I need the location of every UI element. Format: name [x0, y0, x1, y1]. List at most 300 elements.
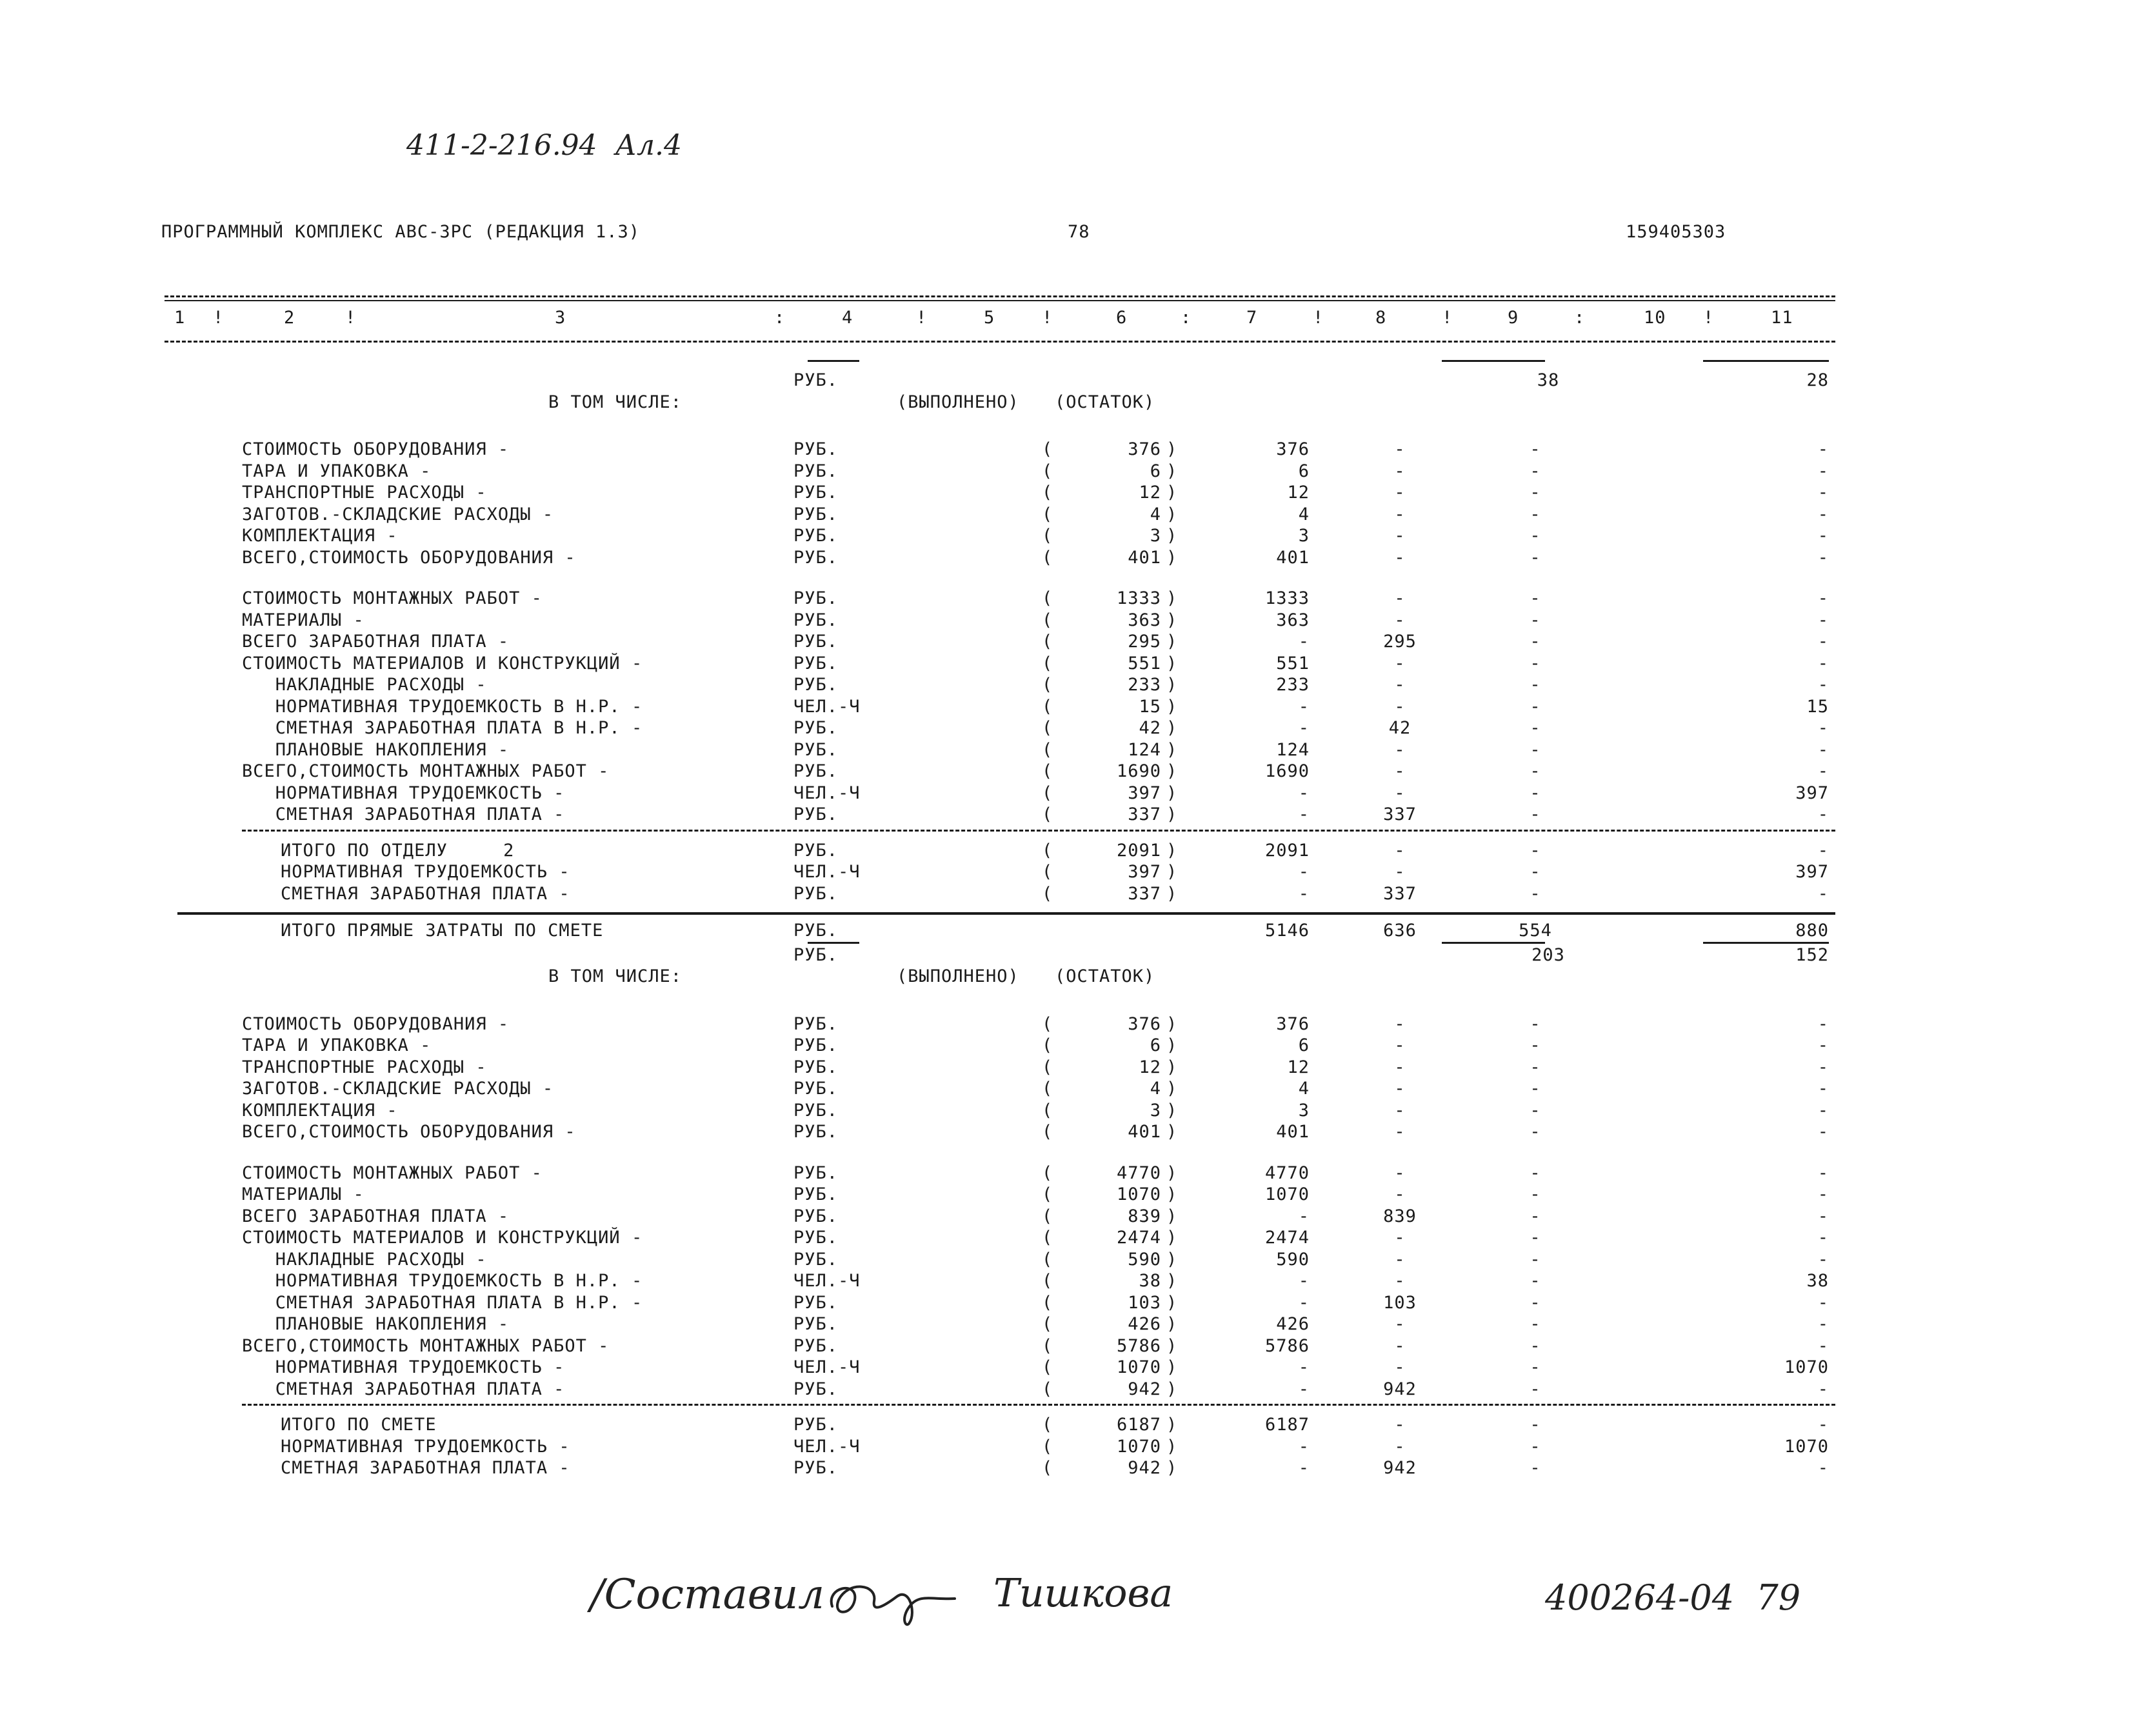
paren-open: (: [1042, 1184, 1053, 1204]
paren-close: ): [1166, 696, 1178, 717]
paren-close: ): [1166, 653, 1178, 673]
paren-close: ): [1166, 783, 1178, 803]
row-unit: РУБ.: [793, 718, 839, 738]
value-col9: -: [1530, 461, 1541, 481]
value-col8: -: [1394, 1122, 1406, 1142]
paren-open: (: [1042, 1228, 1053, 1248]
column-separator: :: [1574, 308, 1586, 328]
section-col9: 38: [1537, 370, 1560, 390]
including-label: В ТОМ ЧИСЛЕ:: [548, 966, 683, 986]
row-label: ВСЕГО,СТОИМОСТЬ ОБОРУДОВАНИЯ -: [242, 1122, 576, 1142]
value-col7: 1070: [1264, 1184, 1310, 1204]
paren-close: ): [1166, 1436, 1178, 1457]
paren-close: ): [1166, 526, 1178, 546]
value-col11: -: [1817, 461, 1829, 481]
paren-open: (: [1042, 461, 1053, 481]
paren-close: ): [1166, 461, 1178, 481]
value-col11: -: [1817, 1415, 1829, 1435]
paren-open: (: [1042, 1292, 1053, 1313]
column-separator: !: [1703, 308, 1715, 328]
value-col9: -: [1530, 1162, 1541, 1183]
paren-open: (: [1042, 804, 1053, 824]
row-unit: РУБ.: [793, 461, 839, 481]
value-col11: -: [1817, 804, 1829, 824]
value-col6: 295: [1128, 632, 1161, 652]
column-number-1: 1: [174, 308, 186, 328]
value-col7: -: [1298, 696, 1310, 717]
header-top-rule: [165, 295, 1835, 297]
paren-open: (: [1042, 1249, 1053, 1270]
document-code: 411-2-216.94 Ал.4: [406, 129, 682, 162]
section-col11: 28: [1806, 370, 1829, 390]
paren-open: (: [1042, 1013, 1053, 1034]
value-col7: -: [1298, 804, 1310, 824]
value-col7: -: [1298, 1206, 1310, 1226]
value-col6: 103: [1128, 1292, 1161, 1313]
paren-close: ): [1166, 610, 1178, 630]
paren-open: (: [1042, 783, 1053, 803]
paren-open: (: [1042, 1314, 1053, 1334]
value-col6: 839: [1128, 1206, 1161, 1226]
row-unit: ЧЕЛ.-Ч: [793, 1357, 861, 1377]
value-col8: 42: [1388, 718, 1411, 738]
row-unit: РУБ.: [793, 1013, 839, 1034]
value-col9: -: [1530, 1314, 1541, 1334]
value-col11: -: [1817, 653, 1829, 673]
paren-open: (: [1042, 840, 1053, 861]
row-label: СТОИМОСТЬ МОНТАЖНЫХ РАБОТ -: [242, 1162, 543, 1183]
value-col9: -: [1530, 1415, 1541, 1435]
direct-costs-unit: РУБ.: [793, 921, 839, 941]
value-col8: -: [1394, 862, 1406, 882]
row-unit: РУБ.: [793, 1057, 839, 1077]
paren-open: (: [1042, 696, 1053, 717]
paren-open: (: [1042, 862, 1053, 882]
paren-close: ): [1166, 718, 1178, 738]
column-separator: :: [774, 308, 786, 328]
paren-close: ): [1166, 632, 1178, 652]
done-label: (ВЫПОЛНЕНО): [897, 966, 1019, 986]
value-col8: -: [1394, 761, 1406, 781]
row-unit: РУБ.: [793, 675, 839, 695]
row-label: СТОИМОСТЬ ОБОРУДОВАНИЯ -: [242, 1013, 510, 1034]
paren-open: (: [1042, 1271, 1053, 1291]
value-col7: 1333: [1264, 588, 1310, 608]
row-label: НОРМАТИВНАЯ ТРУДОЕМКОСТЬ В Н.Р. -: [242, 696, 643, 717]
row-unit: РУБ.: [793, 1162, 839, 1183]
direct-costs-col7: 5146: [1264, 921, 1310, 941]
value-col9: -: [1530, 588, 1541, 608]
paren-open: (: [1042, 761, 1053, 781]
row-label: ТАРА И УПАКОВКА -: [242, 461, 432, 481]
row-unit: РУБ.: [793, 439, 839, 459]
paren-open: (: [1042, 1122, 1053, 1142]
value-col6: 1690: [1116, 761, 1161, 781]
row-label: НОРМАТИВНАЯ ТРУДОЕМКОСТЬ -: [281, 862, 570, 882]
value-col6: 942: [1128, 1458, 1161, 1478]
row-label: СМЕТНАЯ ЗАРАБОТНАЯ ПЛАТА В Н.Р. -: [242, 718, 643, 738]
direct-costs-label: ИТОГО ПРЯМЫЕ ЗАТРАТЫ ПО СМЕТЕ: [281, 921, 604, 941]
value-col8: 337: [1383, 804, 1417, 824]
value-col11: 1070: [1784, 1357, 1829, 1377]
direct-costs-col9b: 203: [1531, 944, 1565, 965]
value-col8: -: [1394, 1415, 1406, 1435]
value-col8: -: [1394, 1013, 1406, 1034]
column-number-4: 4: [842, 308, 853, 328]
column-number-7: 7: [1246, 308, 1258, 328]
value-col6: 401: [1128, 1122, 1161, 1142]
value-col6: 6: [1150, 461, 1161, 481]
paren-open: (: [1042, 439, 1053, 459]
value-col7: 401: [1276, 1122, 1310, 1142]
done-label: (ВЫПОЛНЕНО): [897, 392, 1019, 412]
paren-close: ): [1166, 1122, 1178, 1142]
column-separator: !: [1313, 308, 1324, 328]
row-label: ВСЕГО,СТОИМОСТЬ ОБОРУДОВАНИЯ -: [242, 547, 576, 568]
value-col6: 15: [1139, 696, 1161, 717]
value-col6: 397: [1128, 783, 1161, 803]
paren-open: (: [1042, 739, 1053, 760]
value-col11: -: [1817, 1335, 1829, 1356]
value-col6: 3: [1150, 526, 1161, 546]
value-col7: -: [1298, 883, 1310, 904]
row-label: СМЕТНАЯ ЗАРАБОТНАЯ ПЛАТА -: [242, 1379, 565, 1399]
value-col11: -: [1817, 1100, 1829, 1121]
value-col9: -: [1530, 1035, 1541, 1055]
column-number-2: 2: [284, 308, 295, 328]
value-col11: -: [1817, 739, 1829, 760]
value-col8: 337: [1383, 883, 1417, 904]
value-col6: 233: [1128, 675, 1161, 695]
paren-open: (: [1042, 1100, 1053, 1121]
direct-unit-underline: [808, 942, 859, 944]
value-col11: 397: [1795, 862, 1829, 882]
value-col11: -: [1817, 588, 1829, 608]
value-col8: -: [1394, 1357, 1406, 1377]
value-col8: -: [1394, 1035, 1406, 1055]
row-unit: РУБ.: [793, 1249, 839, 1270]
header-bottom-rule: [165, 341, 1835, 343]
value-col9: -: [1530, 1335, 1541, 1356]
row-label: СМЕТНАЯ ЗАРАБОТНАЯ ПЛАТА -: [281, 883, 570, 904]
value-col6: 942: [1128, 1379, 1161, 1399]
paren-open: (: [1042, 1458, 1053, 1478]
value-col6: 337: [1128, 804, 1161, 824]
value-col7: 6: [1298, 1035, 1310, 1055]
value-col6: 1070: [1116, 1436, 1161, 1457]
value-col6: 6: [1150, 1035, 1161, 1055]
row-label: ИТОГО ПО СМЕТЕ: [281, 1415, 437, 1435]
row-label: ЗАГОТОВ.-СКЛАДСКИЕ РАСХОДЫ -: [242, 504, 554, 524]
value-col8: -: [1394, 526, 1406, 546]
value-col9: -: [1530, 1184, 1541, 1204]
column-separator: !: [345, 308, 357, 328]
paren-close: ): [1166, 1335, 1178, 1356]
row-label: ТРАНСПОРТНЫЕ РАСХОДЫ -: [242, 483, 487, 503]
paren-open: (: [1042, 1035, 1053, 1055]
value-col8: -: [1394, 1249, 1406, 1270]
value-col9: -: [1530, 840, 1541, 861]
value-col6: 401: [1128, 547, 1161, 568]
value-col11: -: [1817, 840, 1829, 861]
row-unit: ЧЕЛ.-Ч: [793, 783, 861, 803]
column-separator: !: [1042, 308, 1053, 328]
header-top-rule-solid: [165, 300, 1835, 301]
row-unit: РУБ.: [793, 1035, 839, 1055]
row-label: НОРМАТИВНАЯ ТРУДОЕМКОСТЬ В Н.Р. -: [242, 1271, 643, 1291]
paren-close: ): [1166, 804, 1178, 824]
value-col7: -: [1298, 862, 1310, 882]
row-unit: ЧЕЛ.-Ч: [793, 696, 861, 717]
paren-open: (: [1042, 526, 1053, 546]
value-col8: 942: [1383, 1458, 1417, 1478]
value-col7: 551: [1276, 653, 1310, 673]
paren-close: ): [1166, 675, 1178, 695]
paren-open: (: [1042, 588, 1053, 608]
row-label: НАКЛАДНЫЕ РАСХОДЫ -: [242, 1249, 487, 1270]
row-label: СТОИМОСТЬ ОБОРУДОВАНИЯ -: [242, 439, 510, 459]
value-col6: 12: [1139, 483, 1161, 503]
paren-open: (: [1042, 883, 1053, 904]
value-col9: -: [1530, 761, 1541, 781]
value-col8: 839: [1383, 1206, 1417, 1226]
value-col11: -: [1817, 675, 1829, 695]
compiled-by-label: /Составил: [590, 1571, 824, 1619]
value-col7: 5786: [1264, 1335, 1310, 1356]
value-col6: 1333: [1116, 588, 1161, 608]
row-label: ВСЕГО,СТОИМОСТЬ МОНТАЖНЫХ РАБОТ -: [242, 1335, 610, 1356]
value-col9: -: [1530, 1458, 1541, 1478]
value-col8: -: [1394, 1184, 1406, 1204]
value-col11: -: [1817, 504, 1829, 524]
paren-open: (: [1042, 504, 1053, 524]
program-header: ПРОГРАММНЫЙ КОМПЛЕКС АВС-3РС (РЕДАКЦИЯ 1.3): [161, 222, 640, 242]
value-col8: -: [1394, 1079, 1406, 1099]
row-unit: РУБ.: [793, 1314, 839, 1334]
column-separator: !: [916, 308, 928, 328]
direct-costs-unit2: РУБ.: [793, 944, 839, 965]
value-col7: -: [1298, 1292, 1310, 1313]
row-label: НОРМАТИВНАЯ ТРУДОЕМКОСТЬ -: [242, 1357, 565, 1377]
value-col7: -: [1298, 1458, 1310, 1478]
value-col9: -: [1530, 783, 1541, 803]
row-unit: РУБ.: [793, 1379, 839, 1399]
row-unit: РУБ.: [793, 610, 839, 630]
value-col6: 5786: [1116, 1335, 1161, 1356]
row-unit: РУБ.: [793, 547, 839, 568]
paren-open: (: [1042, 1206, 1053, 1226]
value-col7: 1690: [1264, 761, 1310, 781]
value-col7: -: [1298, 783, 1310, 803]
value-col9: -: [1530, 1206, 1541, 1226]
value-col6: 363: [1128, 610, 1161, 630]
value-col8: 295: [1383, 632, 1417, 652]
direct-col9-underline: [1442, 942, 1545, 944]
value-col8: -: [1394, 1100, 1406, 1121]
value-col9: -: [1530, 1357, 1541, 1377]
col9-underline: [1442, 360, 1545, 362]
value-col7: -: [1298, 1379, 1310, 1399]
value-col6: 6187: [1116, 1415, 1161, 1435]
row-unit: РУБ.: [793, 588, 839, 608]
value-col7: 590: [1276, 1249, 1310, 1270]
value-col11: 397: [1795, 783, 1829, 803]
value-col11: -: [1817, 1458, 1829, 1478]
row-unit: РУБ.: [793, 1228, 839, 1248]
value-col8: -: [1394, 504, 1406, 524]
value-col11: -: [1817, 1292, 1829, 1313]
row-unit: РУБ.: [793, 1458, 839, 1478]
value-col11: -: [1817, 610, 1829, 630]
value-col11: -: [1817, 526, 1829, 546]
row-unit: РУБ.: [793, 761, 839, 781]
row-label: НОРМАТИВНАЯ ТРУДОЕМКОСТЬ -: [242, 783, 565, 803]
value-col6: 376: [1128, 439, 1161, 459]
document-number: 159405303: [1626, 222, 1726, 242]
value-col8: -: [1394, 1271, 1406, 1291]
col11-underline: [1703, 360, 1829, 362]
value-col6: 337: [1128, 883, 1161, 904]
row-unit: ЧЕЛ.-Ч: [793, 1436, 861, 1457]
value-col8: -: [1394, 461, 1406, 481]
value-col9: -: [1530, 883, 1541, 904]
paren-open: (: [1042, 483, 1053, 503]
paren-open: (: [1042, 1415, 1053, 1435]
value-col6: 3: [1150, 1100, 1161, 1121]
paren-open: (: [1042, 1162, 1053, 1183]
value-col11: -: [1817, 718, 1829, 738]
column-number-11: 11: [1771, 308, 1793, 328]
row-label: МАТЕРИАЛЫ -: [242, 610, 364, 630]
paren-close: ): [1166, 739, 1178, 760]
value-col11: 15: [1806, 696, 1829, 717]
direct-costs-col8: 636: [1383, 921, 1417, 941]
paren-close: ): [1166, 862, 1178, 882]
value-col9: -: [1530, 1013, 1541, 1034]
direct-costs-col11b: 152: [1795, 944, 1829, 965]
paren-close: ): [1166, 504, 1178, 524]
value-col9: -: [1530, 1271, 1541, 1291]
row-label: ЗАГОТОВ.-СКЛАДСКИЕ РАСХОДЫ -: [242, 1079, 554, 1099]
value-col11: 38: [1806, 1271, 1829, 1291]
value-col6: 4: [1150, 504, 1161, 524]
value-col7: 426: [1276, 1314, 1310, 1334]
value-col11: -: [1817, 1079, 1829, 1099]
column-separator: :: [1181, 308, 1192, 328]
column-separator: !: [213, 308, 224, 328]
totals-rule: [242, 830, 1835, 832]
column-separator: !: [1442, 308, 1453, 328]
column-number-8: 8: [1375, 308, 1387, 328]
value-col8: -: [1394, 610, 1406, 630]
paren-close: ): [1166, 1206, 1178, 1226]
archive-code: 400264-04 79: [1545, 1577, 1801, 1618]
row-label: КОМПЛЕКТАЦИЯ -: [242, 526, 398, 546]
paren-open: (: [1042, 653, 1053, 673]
value-col11: -: [1817, 439, 1829, 459]
row-label: ВСЕГО,СТОИМОСТЬ МОНТАЖНЫХ РАБОТ -: [242, 761, 610, 781]
value-col7: -: [1298, 1271, 1310, 1291]
value-col8: -: [1394, 1335, 1406, 1356]
row-unit: ЧЕЛ.-Ч: [793, 1271, 861, 1291]
value-col9: -: [1530, 1292, 1541, 1313]
paren-open: (: [1042, 1079, 1053, 1099]
row-unit: РУБ.: [793, 526, 839, 546]
value-col11: -: [1817, 1379, 1829, 1399]
value-col9: -: [1530, 1228, 1541, 1248]
row-unit: РУБ.: [793, 739, 839, 760]
value-col9: -: [1530, 439, 1541, 459]
value-col11: -: [1817, 1035, 1829, 1055]
direct-costs-col11: 880: [1795, 921, 1829, 941]
value-col8: -: [1394, 653, 1406, 673]
value-col11: -: [1817, 761, 1829, 781]
value-col9: -: [1530, 1249, 1541, 1270]
value-col8: -: [1394, 439, 1406, 459]
paren-close: ): [1166, 1013, 1178, 1034]
value-col7: 2091: [1264, 840, 1310, 861]
row-label: ТРАНСПОРТНЫЕ РАСХОДЫ -: [242, 1057, 487, 1077]
value-col11: -: [1817, 1206, 1829, 1226]
section-unit: РУБ.: [793, 370, 839, 390]
paren-close: ): [1166, 1228, 1178, 1248]
value-col9: -: [1530, 1122, 1541, 1142]
value-col6: 590: [1128, 1249, 1161, 1270]
paren-close: ): [1166, 1357, 1178, 1377]
value-col8: -: [1394, 840, 1406, 861]
value-col9: -: [1530, 653, 1541, 673]
paren-close: ): [1166, 1035, 1178, 1055]
value-col11: -: [1817, 883, 1829, 904]
value-col9: -: [1530, 483, 1541, 503]
value-col6: 1070: [1116, 1184, 1161, 1204]
row-unit: РУБ.: [793, 1206, 839, 1226]
value-col9: -: [1530, 862, 1541, 882]
value-col6: 42: [1139, 718, 1161, 738]
value-col9: -: [1530, 632, 1541, 652]
value-col7: -: [1298, 718, 1310, 738]
column-number-9: 9: [1508, 308, 1519, 328]
totals-rule-2: [242, 1404, 1835, 1406]
value-col11: -: [1817, 483, 1829, 503]
direct-col11-underline: [1703, 942, 1829, 944]
row-unit: РУБ.: [793, 804, 839, 824]
paren-open: (: [1042, 1379, 1053, 1399]
value-col11: -: [1817, 547, 1829, 568]
paren-close: ): [1166, 483, 1178, 503]
value-col9: -: [1530, 610, 1541, 630]
value-col6: 426: [1128, 1314, 1161, 1334]
row-unit: РУБ.: [793, 883, 839, 904]
row-unit: РУБ.: [793, 1122, 839, 1142]
row-label: ВСЕГО ЗАРАБОТНАЯ ПЛАТА -: [242, 1206, 510, 1226]
signature-stroke: [832, 1587, 955, 1625]
value-col8: -: [1394, 1057, 1406, 1077]
paren-close: ): [1166, 1379, 1178, 1399]
paren-close: ): [1166, 1057, 1178, 1077]
value-col8: -: [1394, 1228, 1406, 1248]
row-label: ПЛАНОВЫЕ НАКОПЛЕНИЯ -: [242, 1314, 510, 1334]
value-col8: 942: [1383, 1379, 1417, 1399]
value-col7: -: [1298, 632, 1310, 652]
row-label: СМЕТНАЯ ЗАРАБОТНАЯ ПЛАТА В Н.Р. -: [242, 1292, 643, 1313]
value-col8: -: [1394, 1162, 1406, 1183]
row-label: ВСЕГО ЗАРАБОТНАЯ ПЛАТА -: [242, 632, 510, 652]
row-label: ИТОГО ПО ОТДЕЛУ 2: [281, 840, 515, 861]
paren-open: (: [1042, 610, 1053, 630]
value-col8: -: [1394, 783, 1406, 803]
including-label: В ТОМ ЧИСЛЕ:: [548, 392, 683, 412]
